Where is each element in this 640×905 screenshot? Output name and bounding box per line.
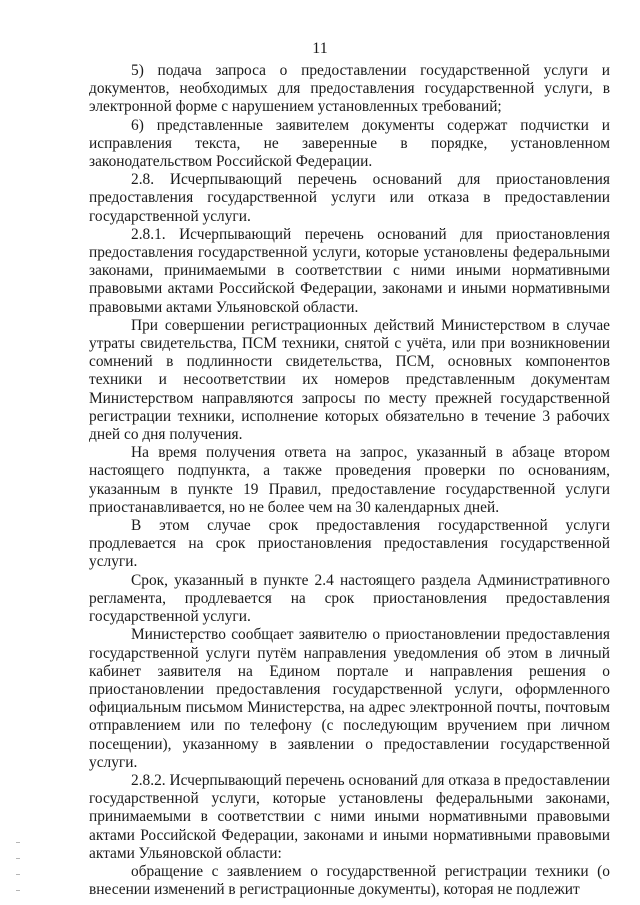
paragraph-section-2-8: 2.8. Исчерпывающий перечень оснований для приостановления предоставления государственной услуги или отказа в предоставлении государственной услуги.: [89, 171, 610, 225]
paragraph-notification: Министерство сообщает заявителю о приостановлении предоставления государственной услуги путём направления уведомления об этом в личный кабинет заявителя на Едином портале и направления решения о приостановлении предоставления государственной услуги, оформленного официальным письмом Министерства, на адрес электронной почты, почтовым отправлением или по телефону (с последующим вручением при личном посещении), указанному в заявлении о предоставлении государственной услуги.: [89, 626, 610, 771]
paragraph-registration-actions: При совершении регистрационных действий Министерством в случае утраты свидетельства, ПСМ техники, снятой с учёта, или при возникновении сомнений в подлинности свидетельства, ПСМ, основных компонентов техники и несоответствии их номеров представленным документам Министерством направляются запросы по месту прежней государственной регистрации техники, исполнение которых обязательно в течение 3 рабочих дней со дня получения.: [89, 316, 610, 444]
paragraph-refusal-ground: обращение с заявлением о государственной регистрации техники (о внесении изменений в регистрационные документы), которая не подлежит: [89, 862, 610, 899]
paragraph-term-2-4: Срок, указанный в пункте 2.4 настоящего раздела Административного регламента, продлевается на срок приостановления предоставления государственной услуги.: [89, 571, 610, 626]
paragraph-item-5: 5) подача запроса о предоставлении государственной услуги и документов, необходимых для предоставления государственной услуги, в электронной форме с нарушением установленных требований;: [89, 62, 610, 116]
paragraph-section-2-8-2: 2.8.2. Исчерпывающий перечень оснований для отказа в предоставлении государственной услуги, которые установлены федеральными законами, принимаемыми в соответствии с ними иными нормативными правовыми актами Российской Федерации, законами и иными нормативными правовыми актами Ульяновской области:: [89, 771, 610, 862]
paragraph-section-2-8-1: 2.8.1. Исчерпывающий перечень оснований для приостановления предоставления государственной услуги, которые установлены федеральными законами, принимаемыми в соответствии с ними иными нормативными правовыми актами Российской Федерации, законами и иными нормативными правовыми актами Ульяновской области.: [89, 225, 610, 316]
page-number: 11: [312, 40, 328, 57]
paragraph-item-6: 6) представленные заявителем документы содержат подчистки и исправления текста, не заверенные в порядке, установленном законодательством Российской Федерации.: [89, 116, 610, 171]
scan-artifact: [16, 858, 20, 859]
paragraph-term-extension: В этом случае срок предоставления государственной услуги продлевается на срок приостановления предоставления государственной услуги.: [89, 517, 610, 571]
scan-artifact: [16, 890, 20, 891]
document-body: [89, 62, 610, 899]
paragraph-suspension-period: На время получения ответа на запрос, указанный в абзаце втором настоящего подпункта, а также проведения проверки по основаниям, указанным в пункте 19 Правил, предоставление государственной услуги приостанавливается, но не более чем на 30 календарных дней.: [89, 444, 610, 516]
scan-artifact: [16, 874, 20, 875]
scan-artifact: [16, 842, 20, 843]
